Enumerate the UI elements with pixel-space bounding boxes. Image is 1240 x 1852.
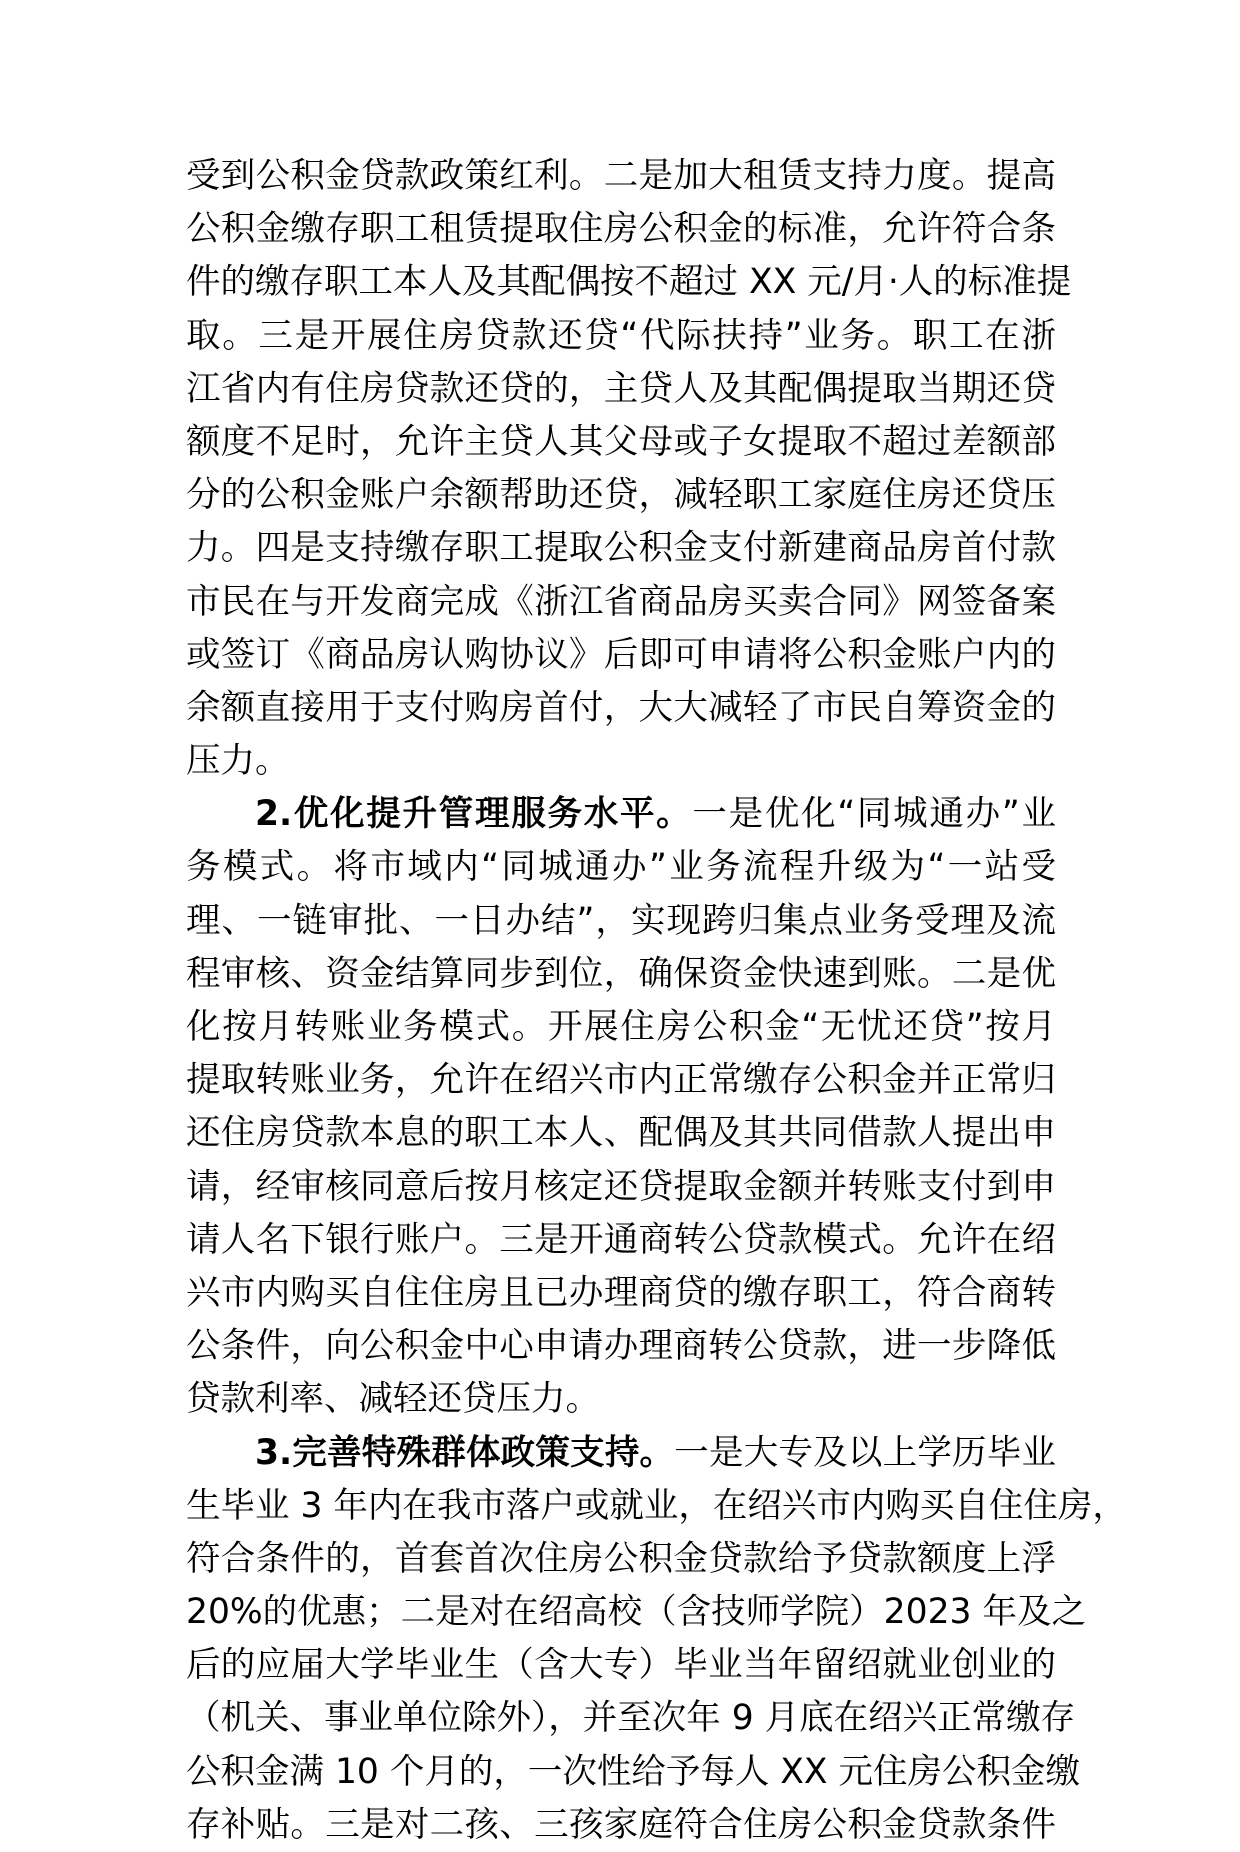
text-line: 存补贴。三是对二孩、三孩家庭符合住房公积金贷款条件 — [186, 1799, 1056, 1852]
paragraph-1 — [186, 150, 1056, 788]
text-line: 额度不足时，允许主贷人其父母或子女提取不超过差额部 — [186, 416, 1056, 469]
text-line: 理、一链审批、一日办结”，实现跨归集点业务受理及流 — [186, 895, 1056, 948]
text-line: 程审核、资金结算同步到位，确保资金快速到账。二是优 — [186, 948, 1056, 1001]
text-line: 取。三是开展住房贷款还贷“代际扶持”业务。职工在浙 — [186, 310, 1056, 363]
section-text: 一是优化“同城通办”业 — [692, 794, 1056, 834]
text-line: 江省内有住房贷款还贷的，主贷人及其配偶提取当期还贷 — [186, 363, 1056, 416]
text-line: 化按月转账业务模式。开展住房公积金“无忧还贷”按月 — [186, 1001, 1056, 1054]
text-line: （机关、事业单位除外），并至次年 9 月底在绍兴正常缴存 — [186, 1692, 1056, 1745]
text-line: 务模式。将市域内“同城通办”业务流程升级为“一站受 — [186, 841, 1056, 894]
text-line: 还住房贷款本息的职工本人、配偶及其共同借款人提出申 — [186, 1107, 1056, 1160]
section-3 — [186, 1427, 1056, 1852]
text-line: 请人名下银行账户。三是开通商转公贷款模式。允许在绍 — [186, 1214, 1056, 1267]
text-line: 兴市内购买自住住房且已办理商贷的缴存职工，符合商转 — [186, 1267, 1056, 1320]
document-body — [186, 150, 1056, 1852]
text-line: 市民在与开发商完成《浙江省商品房买卖合同》网签备案 — [186, 576, 1056, 629]
text-line: 公条件，向公积金中心申请办理商转公贷款，进一步降低 — [186, 1320, 1056, 1373]
text-line: 贷款利率、减轻还贷压力。 — [186, 1373, 1056, 1426]
text-line: 力。四是支持缴存职工提取公积金支付新建商品房首付款 — [186, 522, 1056, 575]
text-line: 请，经审核同意后按月核定还贷提取金额并转账支付到申 — [186, 1161, 1056, 1214]
section-heading: 3.完善特殊群体政策支持。 — [255, 1433, 674, 1473]
text-line: 受到公积金贷款政策红利。二是加大租赁支持力度。提高 — [186, 150, 1056, 203]
text-line: 公积金满 10 个月的，一次性给予每人 XX 元住房公积金缴 — [186, 1746, 1056, 1799]
text-line: 生毕业 3 年内在我市落户或就业，在绍兴市内购买自住住房， — [186, 1480, 1056, 1533]
text-line: 压力。 — [186, 735, 1056, 788]
text-line: 后的应届大学毕业生（含大专）毕业当年留绍就业创业的 — [186, 1639, 1056, 1692]
section-2 — [186, 788, 1056, 1426]
section-first-line — [186, 1427, 1056, 1480]
text-line: 20%的优惠；二是对在绍高校（含技师学院）2023 年及之 — [186, 1586, 1056, 1639]
text-line: 余额直接用于支付购房首付，大大减轻了市民自筹资金的 — [186, 682, 1056, 735]
section-text: 一是大专及以上学历毕业 — [674, 1433, 1056, 1473]
text-line: 提取转账业务，允许在绍兴市内正常缴存公积金并正常归 — [186, 1054, 1056, 1107]
section-heading: 2.优化提升管理服务水平。 — [255, 794, 692, 834]
section-first-line — [186, 788, 1056, 841]
text-line: 符合条件的，首套首次住房公积金贷款给予贷款额度上浮 — [186, 1533, 1056, 1586]
text-line: 分的公积金账户余额帮助还贷，减轻职工家庭住房还贷压 — [186, 469, 1056, 522]
text-line: 或签订《商品房认购协议》后即可申请将公积金账户内的 — [186, 629, 1056, 682]
text-line: 件的缴存职工本人及其配偶按不超过 XX 元/月·人的标准提 — [186, 256, 1056, 309]
text-line: 公积金缴存职工租赁提取住房公积金的标准，允许符合条 — [186, 203, 1056, 256]
